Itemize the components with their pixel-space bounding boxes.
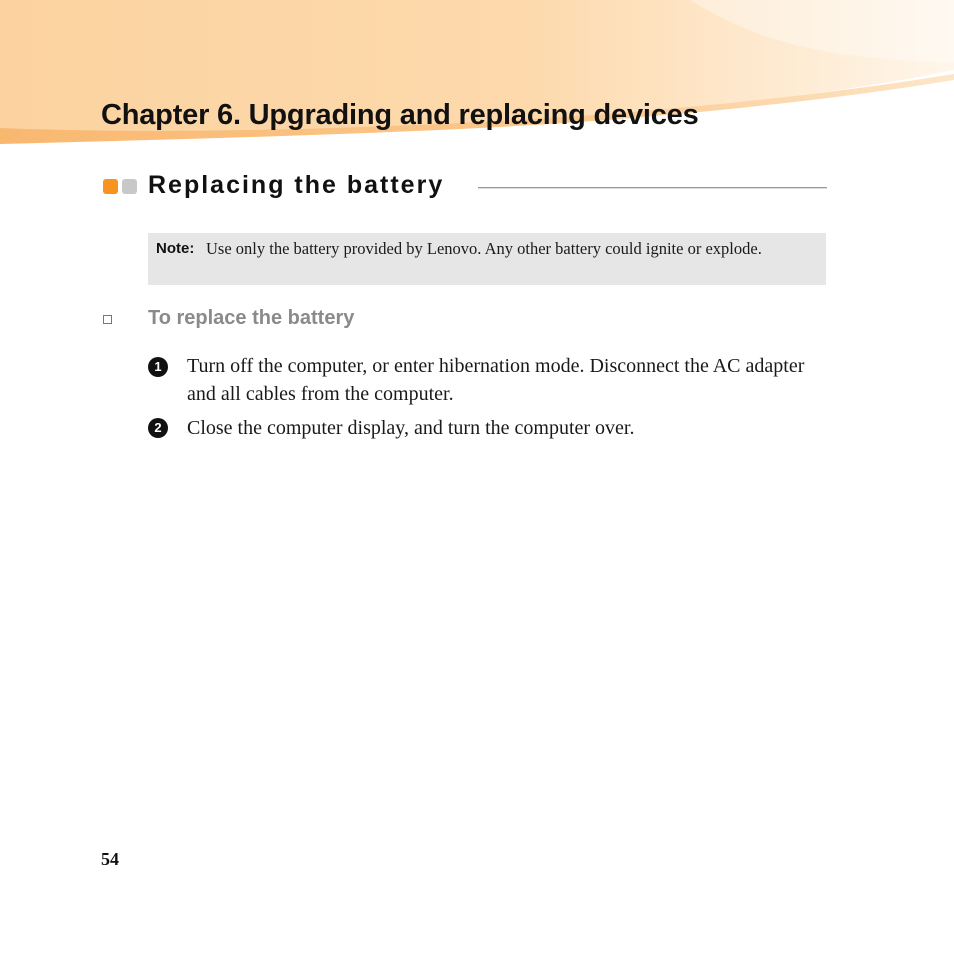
square-bullet-icon bbox=[103, 315, 112, 324]
section-title: Replacing the battery bbox=[148, 171, 445, 199]
orange-square-icon bbox=[103, 179, 118, 194]
procedure-heading bbox=[101, 306, 826, 334]
page-number: 54 bbox=[101, 849, 119, 869]
procedure-title: To replace the battery bbox=[148, 307, 355, 329]
step-text: Turn off the computer, or enter hibernation mode. Disconnect the AC adapter and all cables from the computer. bbox=[187, 355, 805, 405]
section-heading bbox=[101, 170, 827, 204]
step-number-badge: 2 bbox=[148, 418, 168, 438]
grey-square-icon bbox=[122, 179, 137, 194]
step-number-badge: 1 bbox=[148, 357, 168, 377]
step-item bbox=[148, 414, 828, 444]
chapter-title: Chapter 6. Upgrading and replacing devices bbox=[101, 99, 699, 131]
section-divider bbox=[478, 187, 827, 189]
note-text: Use only the battery provided by Lenovo. Any other battery could ignite or explode. bbox=[206, 239, 762, 258]
note-label: Note: bbox=[156, 240, 195, 257]
step-item bbox=[148, 352, 828, 412]
note-box bbox=[148, 233, 826, 285]
step-text: Close the computer display, and turn the computer over. bbox=[187, 417, 635, 439]
